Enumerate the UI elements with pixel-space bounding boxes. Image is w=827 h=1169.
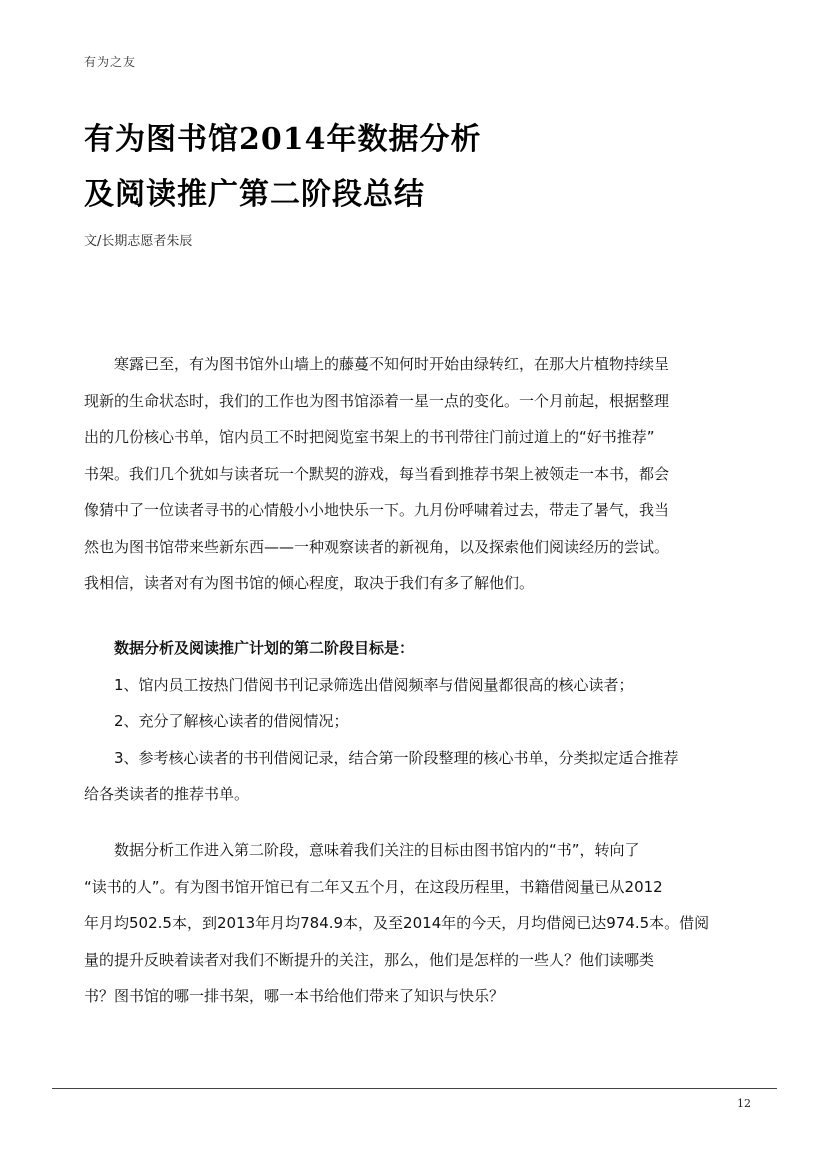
paragraph-line: 书？图书馆的哪一排书架，哪一本书给他们带来了知识与快乐？ [84, 987, 505, 1005]
goal-item: 1、馆内员工按热门借阅书刊记录筛选出借阅频率与借阅量都很高的核心读者； [114, 675, 634, 694]
running-header: 有为之友 [84, 55, 137, 69]
title-line: 及阅读推广第二阶段总结 [84, 177, 425, 212]
title-line: 有为图书馆2014年数据分析 [84, 122, 482, 157]
paragraph-line: 数据分析工作进入第二阶段，意味着我们关注的目标由图书馆内的“书”，转向了 [114, 841, 640, 859]
paragraph-line: 年月均502.5本，到2013年月均784.9本，及至2014年的今天，月均借阅已达974.5本。借阅 [84, 914, 710, 932]
goals-heading: 数据分析及阅读推广计划的第二阶段目标是： [114, 639, 415, 657]
page-number: 12 [737, 1097, 751, 1110]
goal-item: 3、参考核心读者的书刊借阅记录，结合第一阶段整理的核心书单，分类拟定适合推荐 [114, 748, 679, 767]
paragraph-line: 寒露已至，有为图书馆外山墙上的藤蔓不知何时开始由绿转红，在那大片植物持续呈 [114, 355, 670, 373]
article-title [84, 112, 482, 222]
paragraph-line: “读书的人”。有为图书馆开馆已有二年又五个月，在这段历程里，书籍借阅量已从2012 [84, 877, 663, 896]
goal-item-continuation: 给各类读者的推荐书单。 [84, 785, 250, 803]
goal-item: 2、充分了解核心读者的借阅情况； [114, 712, 349, 730]
byline: 文/长期志愿者朱辰 [84, 234, 193, 249]
paragraph-line: 现新的生命状态时，我们的工作也为图书馆添着一星一点的变化。一个月前起，根据整理 [84, 391, 670, 410]
paragraph-line: 像猜中了一位读者寻书的心情般小小地快乐一下。九月份呼啸着过去，带走了暑气，我当 [84, 501, 670, 519]
paragraph-line: 出的几份核心书单，馆内员工不时把阅览室书架上的书刊带往门前过道上的“好书推荐” [84, 428, 655, 446]
goals-section [84, 630, 744, 813]
paragraph-line: 量的提升反映着读者对我们不断提升的关注，那么，他们是怎样的一些人？他们读哪类 [84, 950, 655, 969]
paragraph-line: 书架。我们几个犹如与读者玩一个默契的游戏，每当看到推荐书架上被领走一本书，都会 [84, 464, 670, 483]
paragraph-line: 然也为图书馆带来些新东西——一种观察读者的新视角，以及探索他们阅读经历的尝试。 [84, 537, 670, 556]
intro-paragraph [84, 346, 744, 602]
analysis-paragraph [84, 832, 744, 1015]
footer-divider [52, 1088, 777, 1089]
paragraph-line: 我相信，读者对有为图书馆的倾心程度，取决于我们有多了解他们。 [84, 574, 535, 592]
